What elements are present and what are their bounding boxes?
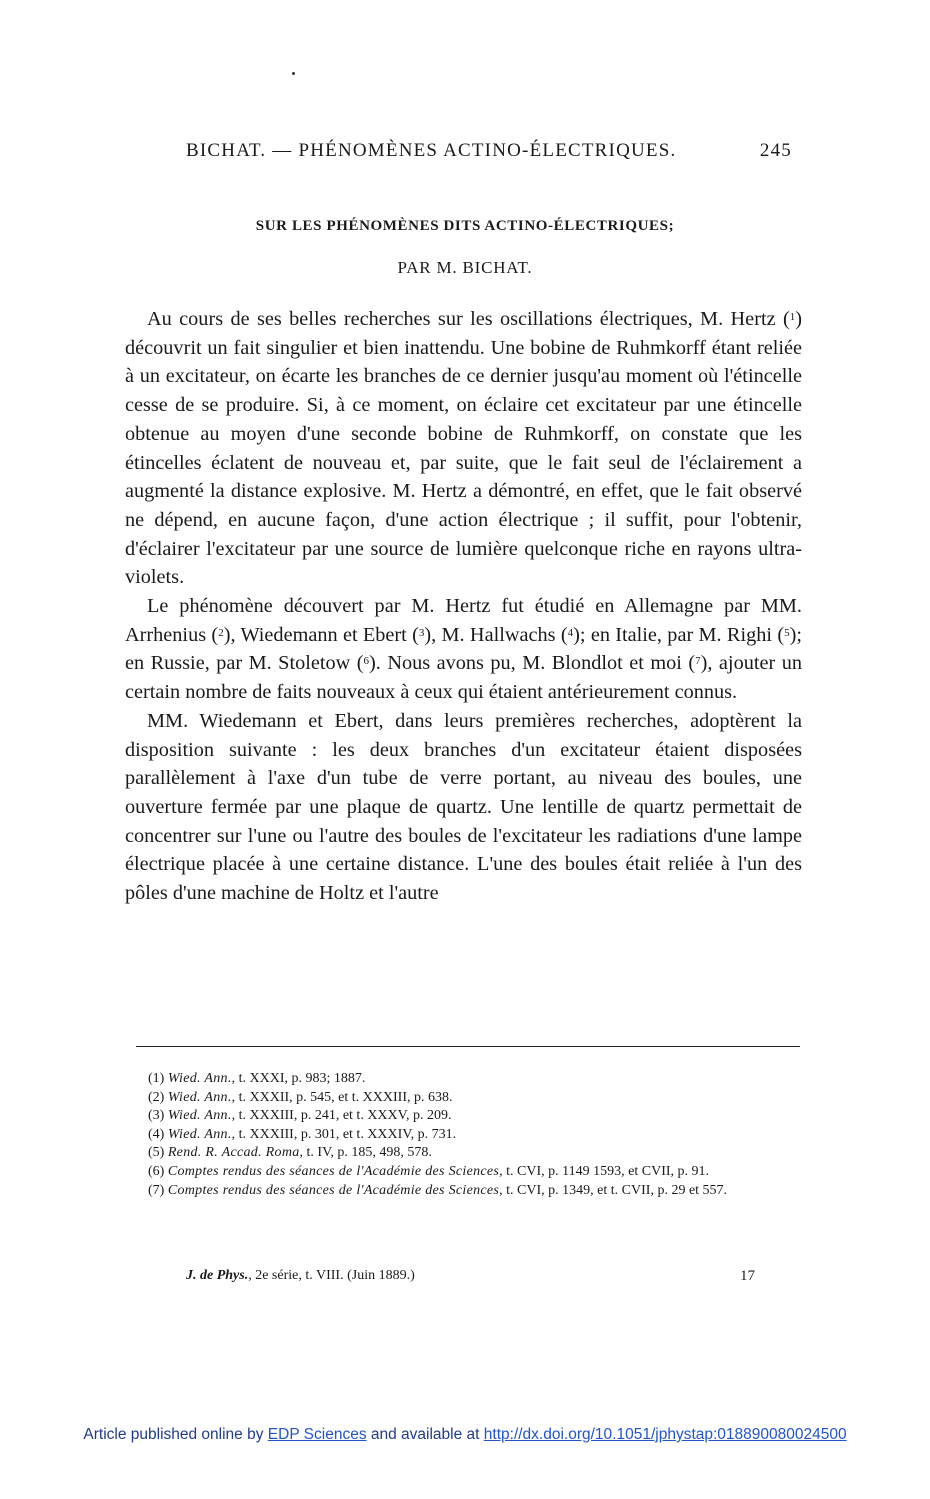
footnote <box>136 1107 808 1126</box>
body-text-run: . Nous avons pu, M. Blondlot et moi <box>375 652 689 675</box>
body-text-run: Le phénomène découvert par M. Hertz fut étudié en Allemagne par MM. Arrhenius <box>125 595 802 646</box>
footnote <box>136 1070 808 1089</box>
footnote-source: Comptes rendus des séances de l'Académie des Sciences <box>167 1182 500 1198</box>
footnote-reference[interactable]: 5 <box>784 626 790 639</box>
footnote <box>136 1144 808 1163</box>
footnote-source: Wied. Ann. <box>167 1071 232 1086</box>
publication-footer <box>0 1426 930 1444</box>
footnote-source: Wied. Ann. <box>167 1089 232 1105</box>
body-paragraph: Le phénomène découvert par M. Hertz fut étudié en Allemagne par MM. Arrhenius ($^2$), Wiedemann et Ebert ($^3$), M. Hallwachs ($^4$); en Italie, par M. Righi ($^5$); en Russie, par M. Stoletow ($^6$). Nous avons pu, M. Blondlot et moi ($^7$), ajouter un certain nombre de faits nouveaux à ceux qui étaient antérieurement connus. <box>125 595 802 704</box>
doi-link[interactable]: http://dx.doi.org/10.1051/jphystap:018890080024500 <box>483 1426 847 1443</box>
footnote-source: Rend. R. Accad. Roma <box>167 1145 300 1161</box>
footnote-reference[interactable]: 4 <box>567 626 574 639</box>
footnote-reference-text: , t. XXXI, p. 983; 1887. <box>231 1071 366 1086</box>
footnote-rule <box>136 1046 800 1047</box>
footnote-mark: (3) <box>148 1108 165 1124</box>
article-byline: PAR M. BICHAT. <box>397 258 533 277</box>
footnote-reference-text: , t. XXXIII, p. 241, et t. XXXV, p. 209. <box>231 1108 452 1124</box>
body-text-run: , M. Hallwachs <box>431 623 561 646</box>
page-number: 245 <box>759 140 792 161</box>
body-text-run: découvrit un fait singulier et bien inattendu. Une bobine de Ruhmkorff étant reliée à un excitateur, on écarte les branches de ce dernier jusqu'au moment où l'étincelle cesse de se produire. Si, à ce moment, on éclaire cet excitateur par une étincelle obtenue au moyen d'une seconde bobine de Ruhmkorff, on constate que les étincelles éclatent de nouveau et, par suite, que le fait seul de l'éclairement a augmenté la distance explosive. M. Hertz a démontré, en effet, que le fait observé ne dépend, en aucune façon, d'une action électrique ; il suffit, pour l'obtenir, d'éclairer l'excitateur par une source de lumière quelconque riche en rayons ultra-violets. <box>125 336 802 589</box>
journal-line <box>186 1268 415 1284</box>
journal-source: J. de Phys. <box>186 1268 249 1283</box>
footnote-mark: (4) <box>148 1126 165 1142</box>
footnote-reference[interactable]: 3 <box>418 626 425 639</box>
footnote-source: Wied. Ann. <box>167 1126 232 1142</box>
article-body <box>125 305 802 908</box>
body-text-run: MM. Wiedemann et Ebert, dans leurs premières recherches, adoptèrent la disposition suivante : les deux branches d'un excitateur étaient disposées parallèlement à l'axe d'un tube de verre portant, au niveau des boules, une ouverture fermée par une plaque de quartz. Une lentille de quartz permettait de concentrer sur l'une ou l'autre des boules de l'excitateur les radiations d'une lampe électrique placée à une certaine distance. L'une des boules était reliée à l'un des pôles d'une machine de Holtz et l'autre <box>125 709 802 905</box>
footnote-mark: (2) <box>148 1089 165 1105</box>
footnote-mark: (5) <box>148 1145 165 1161</box>
footer-middle: and available at <box>366 1426 484 1443</box>
scan-speck <box>292 72 295 75</box>
footer-prefix: Article published online by <box>83 1426 268 1443</box>
footnotes <box>136 1070 808 1200</box>
body-text-run: , ajouter un certain nombre de faits nouveaux à ceux qui étaient antérieurement connus. <box>125 652 802 704</box>
footnote-source: Wied. Ann. <box>167 1108 232 1124</box>
footnote-reference-text: , t. CVI, p. 1149 1593, et CVII, p. 91. <box>499 1163 710 1179</box>
signature-mark: 17 <box>740 1268 755 1284</box>
footnote-reference[interactable]: 7 <box>695 655 701 668</box>
body-text-run: Au cours de ses belles recherches sur les oscillations électriques, M. Hertz <box>147 308 783 330</box>
footnote-reference-text: , t. XXXIII, p. 301, et t. XXXIV, p. 731. <box>231 1126 457 1142</box>
article-title: SUR LES PHÉNOMÈNES DITS ACTINO-ÉLECTRIQUES; <box>255 218 675 234</box>
footnote-reference-text: , t. CVI, p. 1349, et t. CVII, p. 29 et 557. <box>499 1182 728 1198</box>
footnote <box>136 1163 808 1182</box>
footnote-reference[interactable]: 2 <box>218 626 224 639</box>
footnote-reference-text: , t. IV, p. 185, 498, 578. <box>299 1145 432 1161</box>
footnote-reference-text: , t. XXXII, p. 545, et t. XXXIII, p. 638. <box>231 1089 453 1105</box>
running-title: BICHAT. — PHÉNOMÈNES ACTINO-ÉLECTRIQUES. <box>186 140 677 161</box>
publisher-link[interactable]: EDP Sciences <box>267 1426 367 1443</box>
body-text-run: ; en Italie, par M. Righi <box>579 623 778 646</box>
footnote <box>136 1126 808 1145</box>
journal-details: , 2e série, t. VIII. (Juin 1889.) <box>248 1268 415 1283</box>
body-text-run: ; en Russie, par M. Stoletow <box>125 623 802 675</box>
body-text-run: , Wiedemann et Ebert <box>230 623 413 646</box>
footnote-reference[interactable]: 1 <box>789 311 796 323</box>
body-paragraph: Au cours de ses belles recherches sur les oscillations électriques, M. Hertz ($^1$) découvrit un fait singulier et bien inattendu. Une bobine de Ruhmkorff étant reliée à un excitateur, on écarte les branches de ce dernier jusqu'au moment où l'étincelle cesse de se produire. Si, à ce moment, on éclaire cet excitateur par une étincelle obtenue au moyen d'une seconde bobine de Ruhmkorff, on constate que les étincelles éclatent de nouveau et, par suite, que le fait seul de l'éclairement a augmenté la distance explosive. M. Hertz a démontré, en effet, que le fait observé ne dépend, en aucune façon, d'une action électrique ; il suffit, pour l'obtenir, d'éclairer l'excitateur par une source de lumière quelconque riche en rayons ultra-violets. <box>125 308 802 589</box>
footnote <box>136 1089 808 1108</box>
footnote-source: Comptes rendus des séances de l'Académie des Sciences <box>167 1163 500 1179</box>
footnote-mark: (6) <box>148 1163 165 1179</box>
footnote-mark: (7) <box>148 1182 165 1198</box>
footnote <box>136 1182 808 1201</box>
footnote-mark: (1) <box>148 1071 165 1086</box>
body-paragraph <box>125 707 802 908</box>
footnote-reference[interactable]: 6 <box>363 655 370 668</box>
